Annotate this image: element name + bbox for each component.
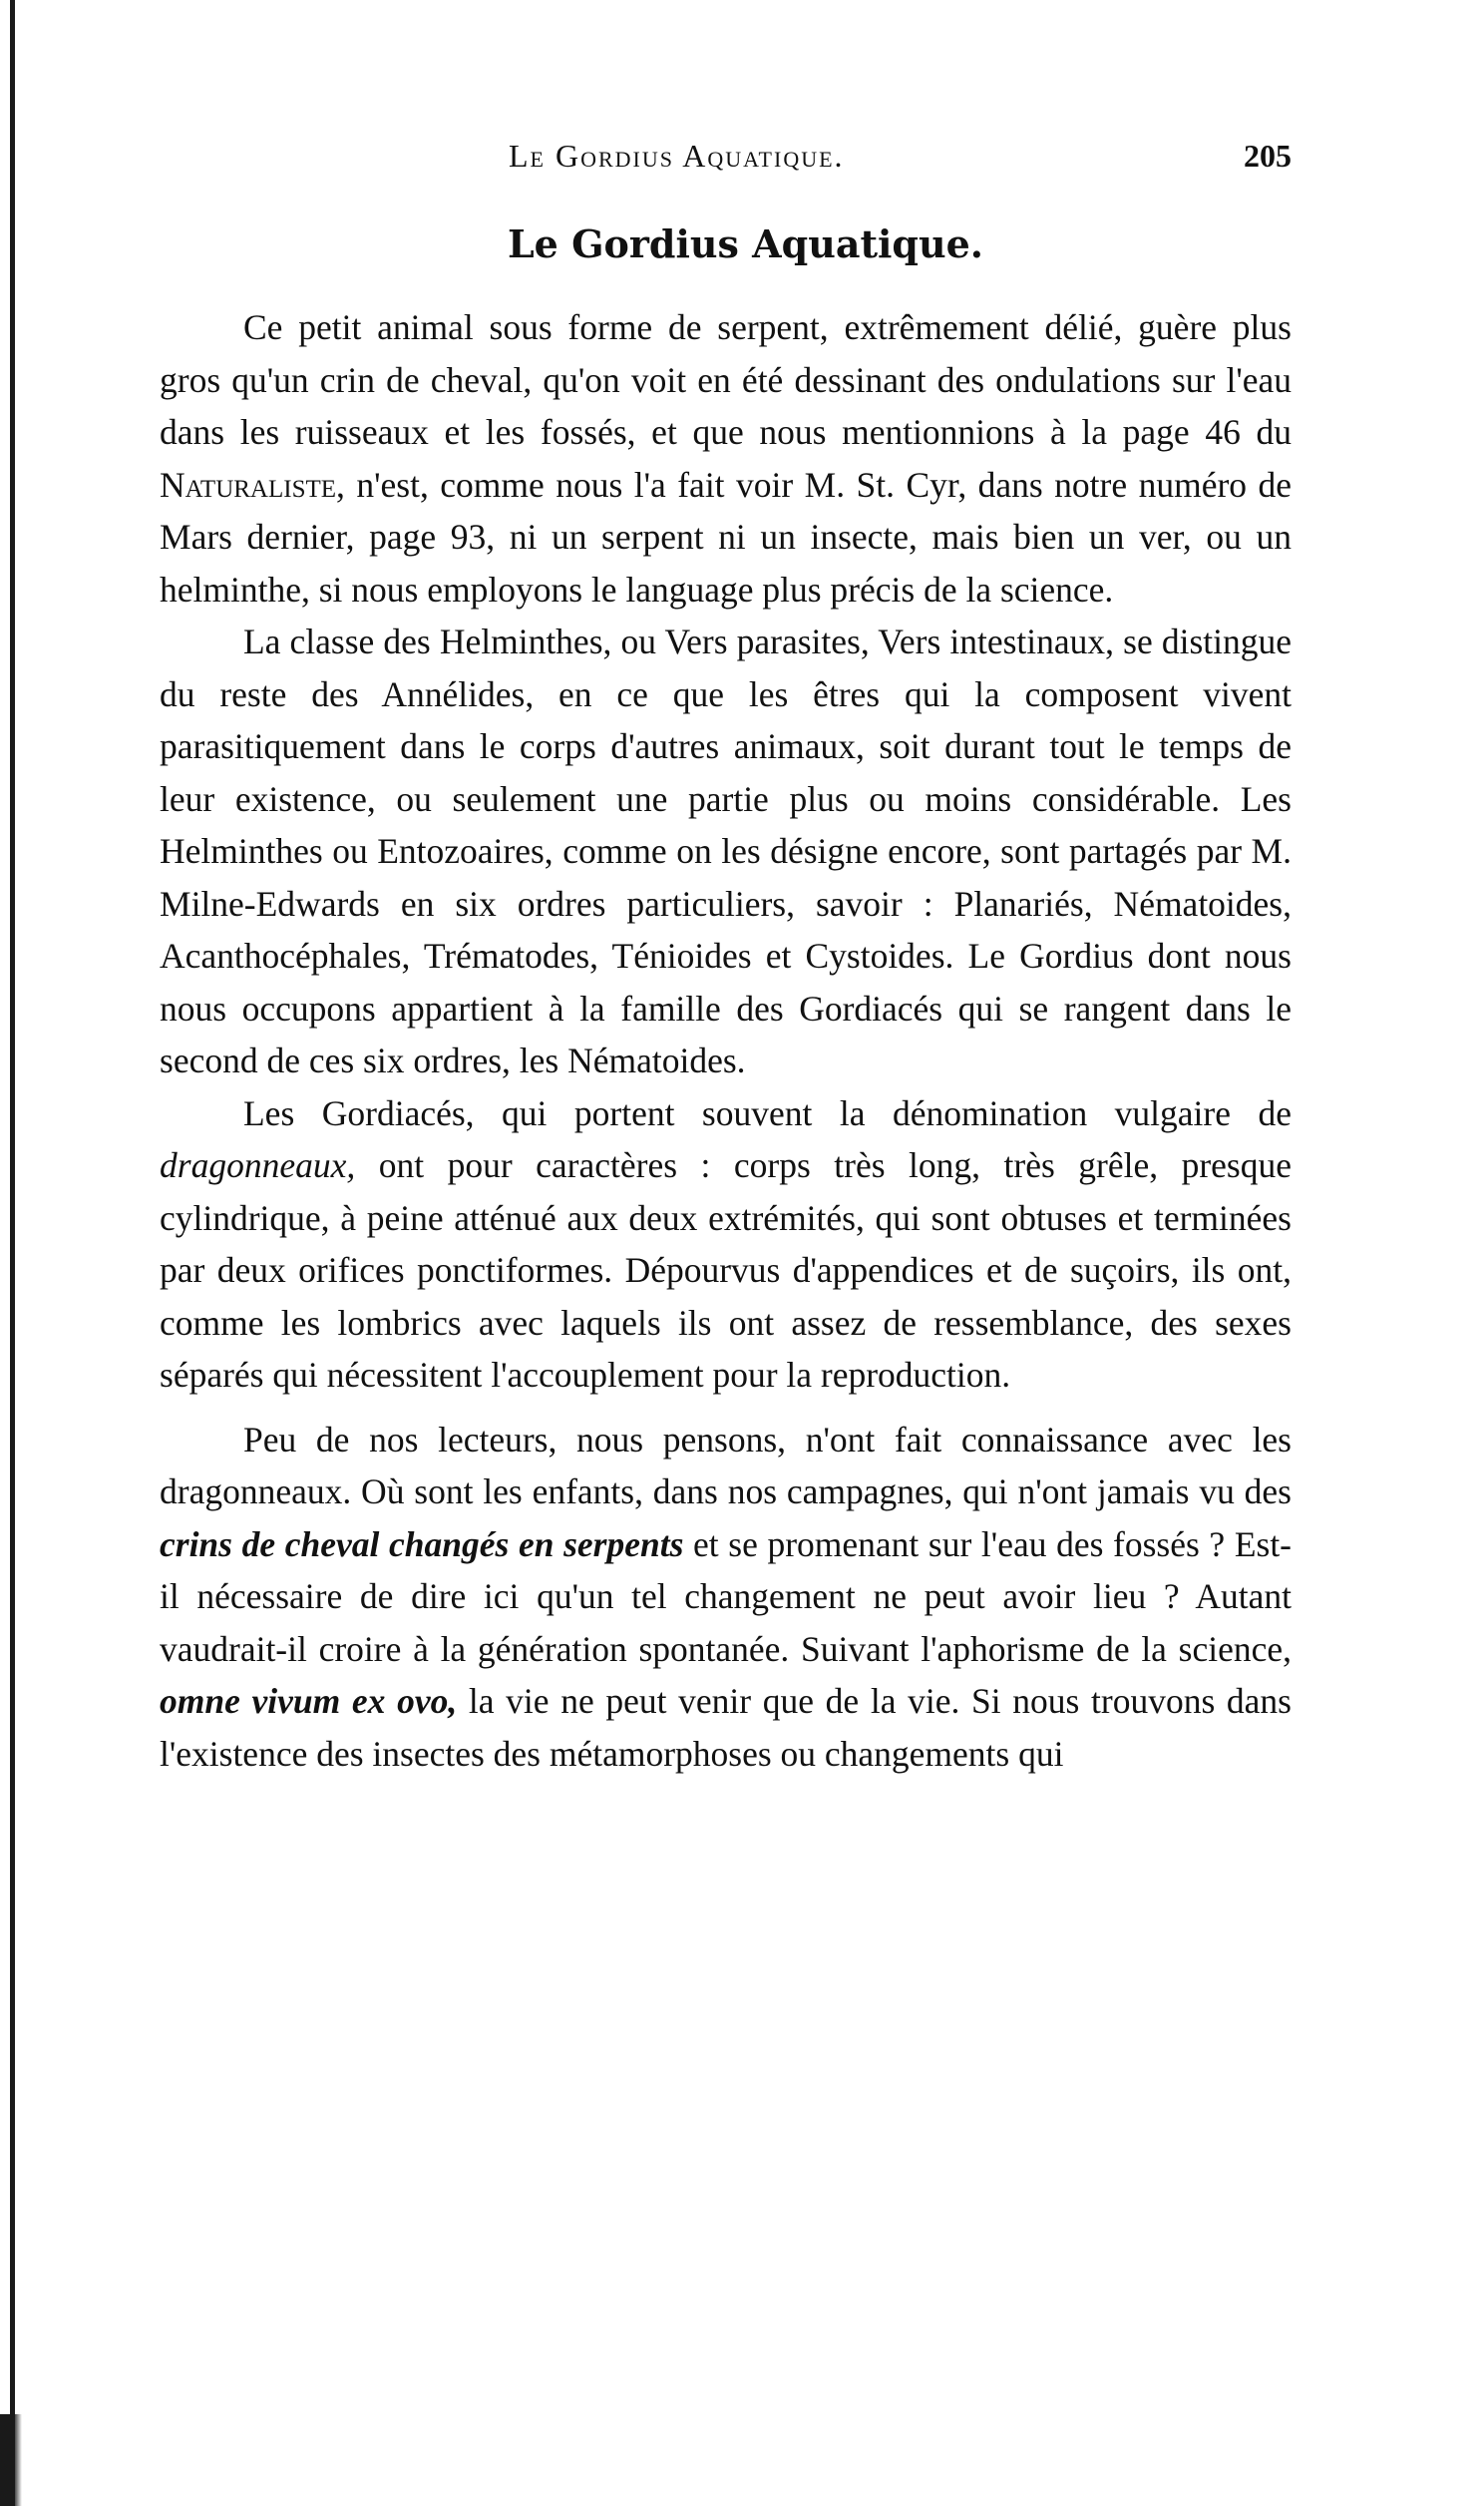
paragraph-3 — [160, 1087, 1292, 1402]
page-number: 205 — [1244, 138, 1292, 174]
journal-name: Naturaliste — [160, 464, 337, 505]
paragraph-gap — [160, 1402, 1292, 1414]
italic-term: dragonneaux, — [160, 1145, 356, 1185]
paragraph-4-text-end: la vie ne peut venir que de la vie. Si nous trouvons dans l'existence des insectes des métamorphoses ou changements qui — [160, 1681, 1292, 1774]
paragraph-4-text: Peu de nos lecteurs, nous pensons, n'ont fait connaissance avec les dragonneaux. Où sont les enfants, dans nos campagnes, qui n'ont jamais vu des — [160, 1419, 1292, 1511]
paragraph-1-text-end: , n'est, comme nous l'a fait voir M. St. Cyr, dans notre numéro de Mars dernier, page 93, ni un serpent ni un insecte, mais bien un ver, ou un helminthe, si nous employons le language plus précis de la science. — [160, 464, 1292, 610]
paragraph-4-text-mid: et se promenant sur l'eau des fossés ? Est-il nécessaire de dire ici qu'un tel changement ne peut avoir lieu ? Autant vaudrait-il croire à la génération spontanée. Suivant l'aphorisme de la science, — [160, 1523, 1293, 1669]
paragraph-2: La classe des Helminthes, ou Vers parasites, Vers intestinaux, se distingue du reste des Annélides, en ce que les êtres qui la composent vivent parasitiquement dans le corps d'autres animaux, soit durant tout le temps de leur existence, ou seulement une partie plus ou moins considérable. Les Helminthes ou Entozoaires, comme on les désigne encore, sont partagés par M. Milne-Edwards en six ordres particuliers, savoir : Planariés, Nématoides, Acanthocéphales, Trématodes, Ténioides et Cystoides. Le Gordius dont nous nous occupons appartient à la famille des Gordiacés qui se rangent dans le second de ces six ordres, les Nématoides. — [160, 622, 1292, 1080]
italic-phrase: crins de cheval changés en serpents — [160, 1523, 684, 1564]
paragraph-4 — [160, 1414, 1292, 1781]
binding-edge — [10, 0, 15, 2506]
paragraph-1 — [160, 301, 1292, 616]
article-title: Le Gordius Aquatique. — [507, 221, 984, 266]
article-body — [160, 301, 1292, 1780]
latin-aphorism: omne vivum ex ovo, — [160, 1681, 458, 1721]
paragraph-1-text: Ce petit animal sous forme de serpent, extrêmement délié, guère plus gros qu'un crin de cheval, qu'on voit en été dessinant des ondulations sur l'eau dans les ruisseaux et les fossés, et que nous mentionnions à la page 46 du — [160, 307, 1292, 452]
binding-edge-foot — [0, 2414, 22, 2506]
paragraph-3-text: Les Gordiacés, qui portent souvent la dénomination vulgaire de — [243, 1092, 1292, 1133]
paragraph-3-text-end: ont pour caractères : corps très long, très grêle, presque cylindrique, à peine atténué aux deux extrémités, qui sont obtuses et terminées par deux orifices ponctiformes. Dépourvus d'appendices et de suçoirs, ils ont, comme les lombrics avec laquels ils ont assez de ressemblance, des sexes séparés qui nécessitent l'accouplement pour la reproduction. — [160, 1145, 1292, 1395]
running-header — [160, 138, 1331, 178]
running-title: Le Gordius Aquatique. — [509, 138, 845, 174]
